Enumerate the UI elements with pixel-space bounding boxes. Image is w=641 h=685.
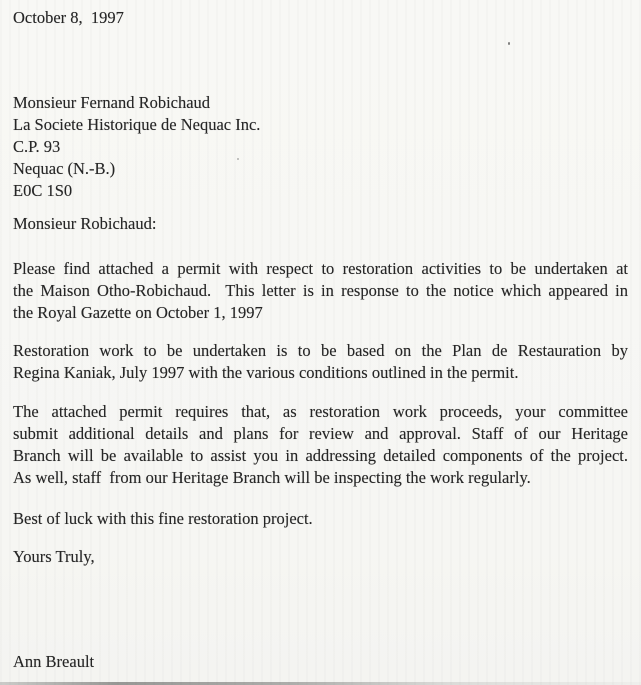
recipient-postal-code: E0C 1S0 bbox=[13, 181, 73, 200]
recipient-address-block bbox=[13, 92, 628, 202]
date-line: October 8, 1997 bbox=[13, 8, 124, 27]
paragraph-permit-attached bbox=[13, 258, 628, 324]
paragraph-line: the Maison Otho-Robichaud. This letter is in response to the notice which appeared in bbox=[13, 281, 628, 300]
paragraph-line: The attached permit requires that, as restoration work proceeds, your committee bbox=[13, 402, 628, 421]
paragraph-line: Branch will be available to assist you in addressing detailed components of the project. bbox=[13, 446, 628, 465]
paragraph-line: Best of luck with this fine restoration project. bbox=[13, 509, 313, 528]
scan-artifact-speck bbox=[237, 158, 239, 160]
paragraph-line: Regina Kaniak, July 1997 with the various conditions outlined in the permit. bbox=[13, 363, 519, 382]
recipient-organization: La Societe Historique de Nequac Inc. bbox=[13, 115, 261, 134]
paragraph-good-luck bbox=[13, 508, 628, 530]
paragraph-line: Please find attached a permit with respect to restoration activities to be undertaken at bbox=[13, 259, 628, 278]
recipient-name: Monsieur Fernand Robichaud bbox=[13, 93, 211, 112]
paragraph-line: the Royal Gazette on October 1, 1997 bbox=[13, 303, 263, 322]
closing-phrase: Yours Truly, bbox=[13, 547, 95, 566]
scan-artifact-speck bbox=[508, 42, 510, 45]
paragraph-line: As well, staff from our Heritage Branch will be inspecting the work regularly. bbox=[13, 468, 531, 487]
salutation: Monsieur Robichaud: bbox=[13, 214, 157, 233]
recipient-city: Nequac (N.-B.) bbox=[13, 159, 116, 178]
signature-name: Ann Breault bbox=[13, 652, 95, 671]
paragraph-line: submit additional details and plans for review and approval. Staff of our Heritage bbox=[13, 424, 628, 443]
recipient-po-box: C.P. 93 bbox=[13, 137, 61, 156]
paragraph-restoration-plan bbox=[13, 340, 628, 384]
paragraph-line: Restoration work to be undertaken is to be based on the Plan de Restauration by bbox=[13, 341, 628, 360]
paragraph-permit-requirements bbox=[13, 401, 628, 489]
